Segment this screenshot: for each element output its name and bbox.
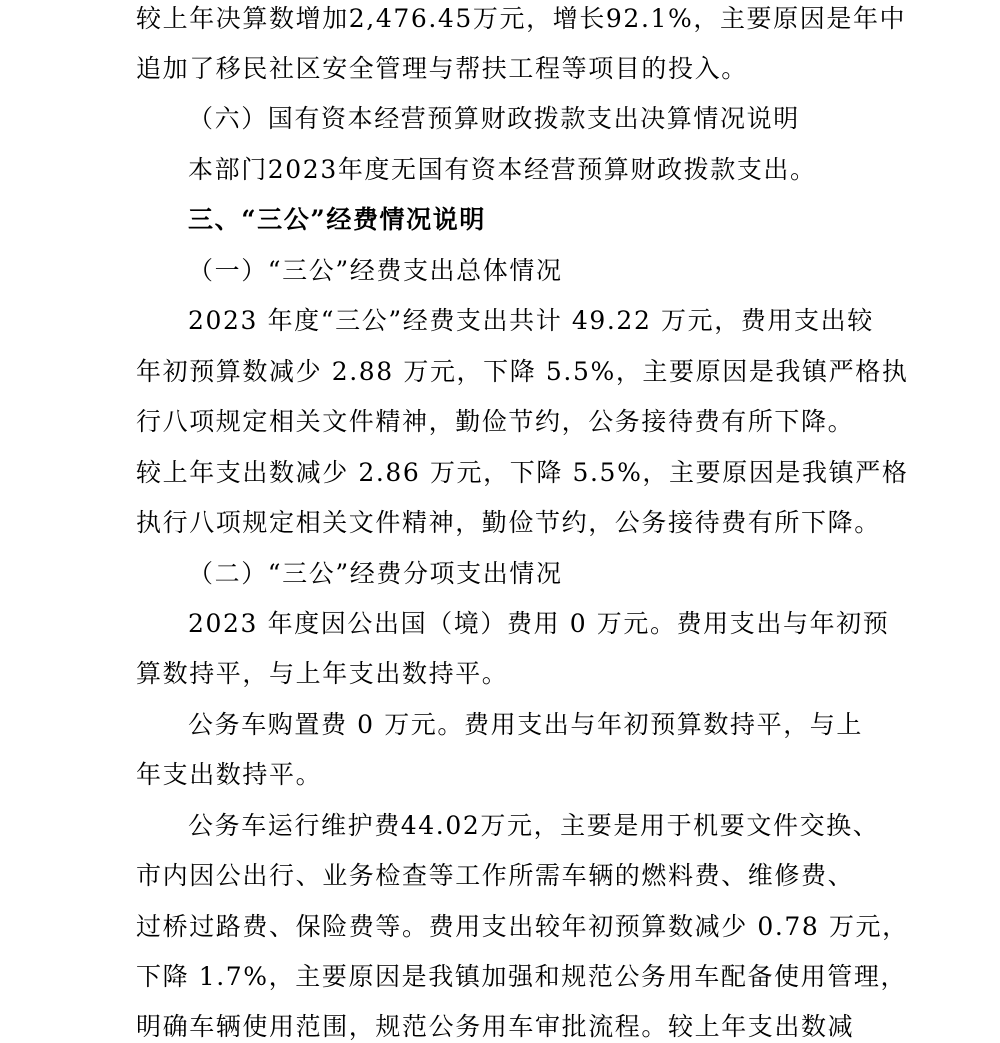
paragraph-line: 下降 1.7%，主要原因是我镇加强和规范公务用车配备使用管理， xyxy=(136,962,908,991)
paragraph-line: 年初预算数减少 2.88 万元，下降 5.5%，主要原因是我镇严格执 xyxy=(136,357,909,386)
paragraph-line: 追加了移民社区安全管理与帮扶工程等项目的投入。 xyxy=(136,54,748,83)
subsection-heading: （二）“三公”经费分项支出情况 xyxy=(188,559,563,588)
paragraph-line: 2023 年度“三公”经费支出共计 49.22 万元，费用支出较 xyxy=(188,306,874,335)
section-heading: 三、“三公”经费情况说明 xyxy=(188,205,486,234)
paragraph-line: 较上年决算数增加2,476.45万元，增长92.1%，主要原因是年中 xyxy=(136,4,907,33)
paragraph-line: 年支出数持平。 xyxy=(136,760,323,789)
paragraph-line: 明确车辆使用范围，规范公务用车审批流程。较上年支出数减 xyxy=(136,1012,855,1041)
paragraph-line: 过桥过路费、保险费等。费用支出较年初预算数减少 0.78 万元， xyxy=(136,912,909,941)
paragraph-line: 2023 年度因公出国（境）费用 0 万元。费用支出与年初预 xyxy=(188,609,890,638)
paragraph-line: 公务车运行维护费44.02万元，主要是用于机要文件交换、 xyxy=(188,811,880,840)
paragraph-line: 市内因公出行、业务检查等工作所需车辆的燃料费、维修费、 xyxy=(136,861,855,890)
paragraph-line: 算数持平，与上年支出数持平。 xyxy=(136,659,509,688)
subsection-heading: （一）“三公”经费支出总体情况 xyxy=(188,256,563,285)
paragraph-line: 公务车购置费 0 万元。费用支出与年初预算数持平，与上 xyxy=(188,710,864,739)
paragraph-line: 行八项规定相关文件精神，勤俭节约，公务接待费有所下降。 xyxy=(136,407,855,436)
paragraph-line: 执行八项规定相关文件精神，勤俭节约，公务接待费有所下降。 xyxy=(136,508,881,537)
paragraph-line: 本部门2023年度无国有资本经营预算财政拨款支出。 xyxy=(188,155,817,184)
paragraph-line: 较上年支出数减少 2.86 万元，下降 5.5%，主要原因是我镇严格 xyxy=(136,458,909,487)
section-heading: （六）国有资本经营预算财政拨款支出决算情况说明 xyxy=(188,104,800,133)
